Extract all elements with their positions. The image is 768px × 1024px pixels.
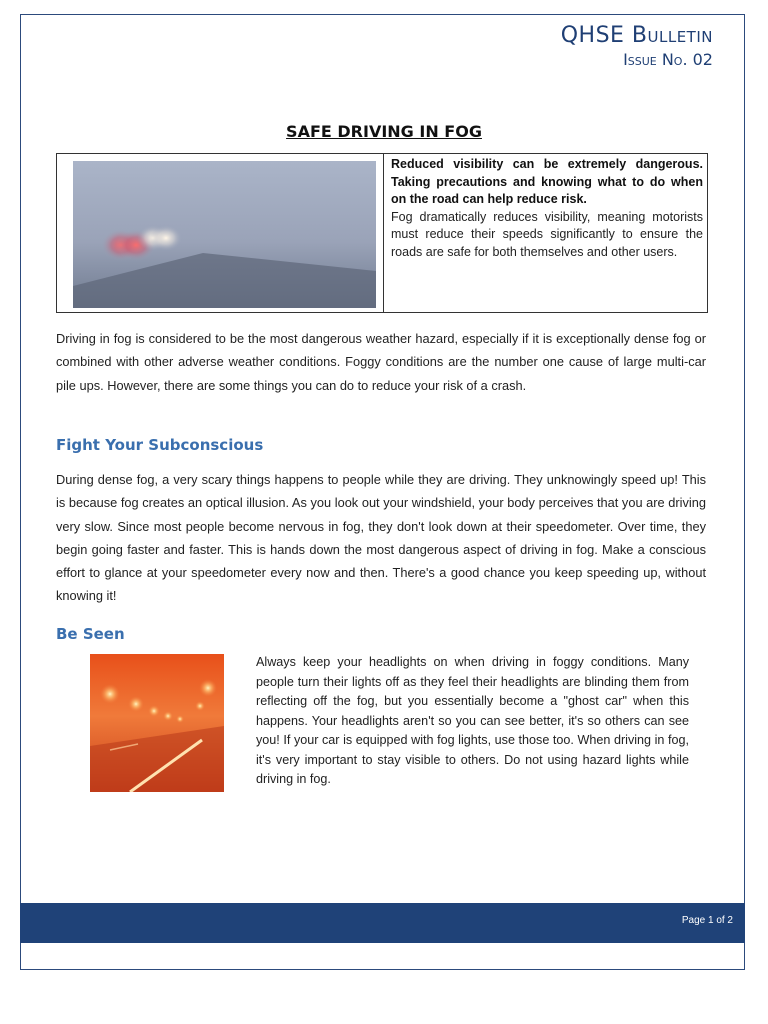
footer-bar [20,903,745,943]
intro-description: Fog dramatically reduces visibility, meaning motorists must reduce their speeds significantly to ensure the roads are safe for both themselves and other users. [391,209,703,259]
intro-text [391,156,703,261]
article-title: SAFE DRIVING IN FOG [286,122,482,141]
orange-fog-road-photo [90,654,224,792]
intro-lead: Reduced visibility can be extremely dangerous. Taking precautions and knowing what to do when on the road can help reduce risk. [391,157,703,206]
section-heading-subconscious: Fight Your Subconscious [56,436,264,454]
section-text-subconscious: During dense fog, a very scary things happens to people while they are driving. They unknowingly speed up! This is because fog creates an optical illusion. As you look out your windshield, your body perceives that you are driving very slow. Since most people become nervous in fog, they don't look down at their speedometer. Over time, they begin going faster and faster. This is hands down the most dangerous aspect of driving in fog. Make a conscious effort to glance at your speedometer every now and then. There's a good chance you keep speeding up, without knowing it! [56,472,706,604]
section-text-be-seen: Always keep your headlights on when driving in foggy conditions. Many people turn their lights off as they feel their headlights are blinding them from reflecting off the fog, but you essentially become a "ghost car" when this happens. Your headlights aren't so you can see better, it's so others can see you! If your car is equipped with fog lights, use those too. When driving in fog, it's very important to stay visible to others. Do not using hazard lights while driving in fog. [256,655,689,786]
intro-photo-cell [57,154,384,312]
bulletin-title: QHSE Bulletin [560,23,713,48]
page-number: Page 1 of 2 [681,915,733,926]
section-heading-be-seen: Be Seen [56,625,125,643]
issue-number: Issue No. 02 [623,50,713,69]
intro-box [56,153,708,313]
intro-paragraph: Driving in fog is considered to be the most dangerous weather hazard, especially if it is exceptionally dense fog or combined with other adverse weather conditions. Foggy conditions are the number one cause of large multi-car pile ups. However, there are some things you can do to reduce your risk of a crash. [56,331,706,393]
bulletin-header [561,22,713,70]
fog-road-photo [73,161,376,308]
